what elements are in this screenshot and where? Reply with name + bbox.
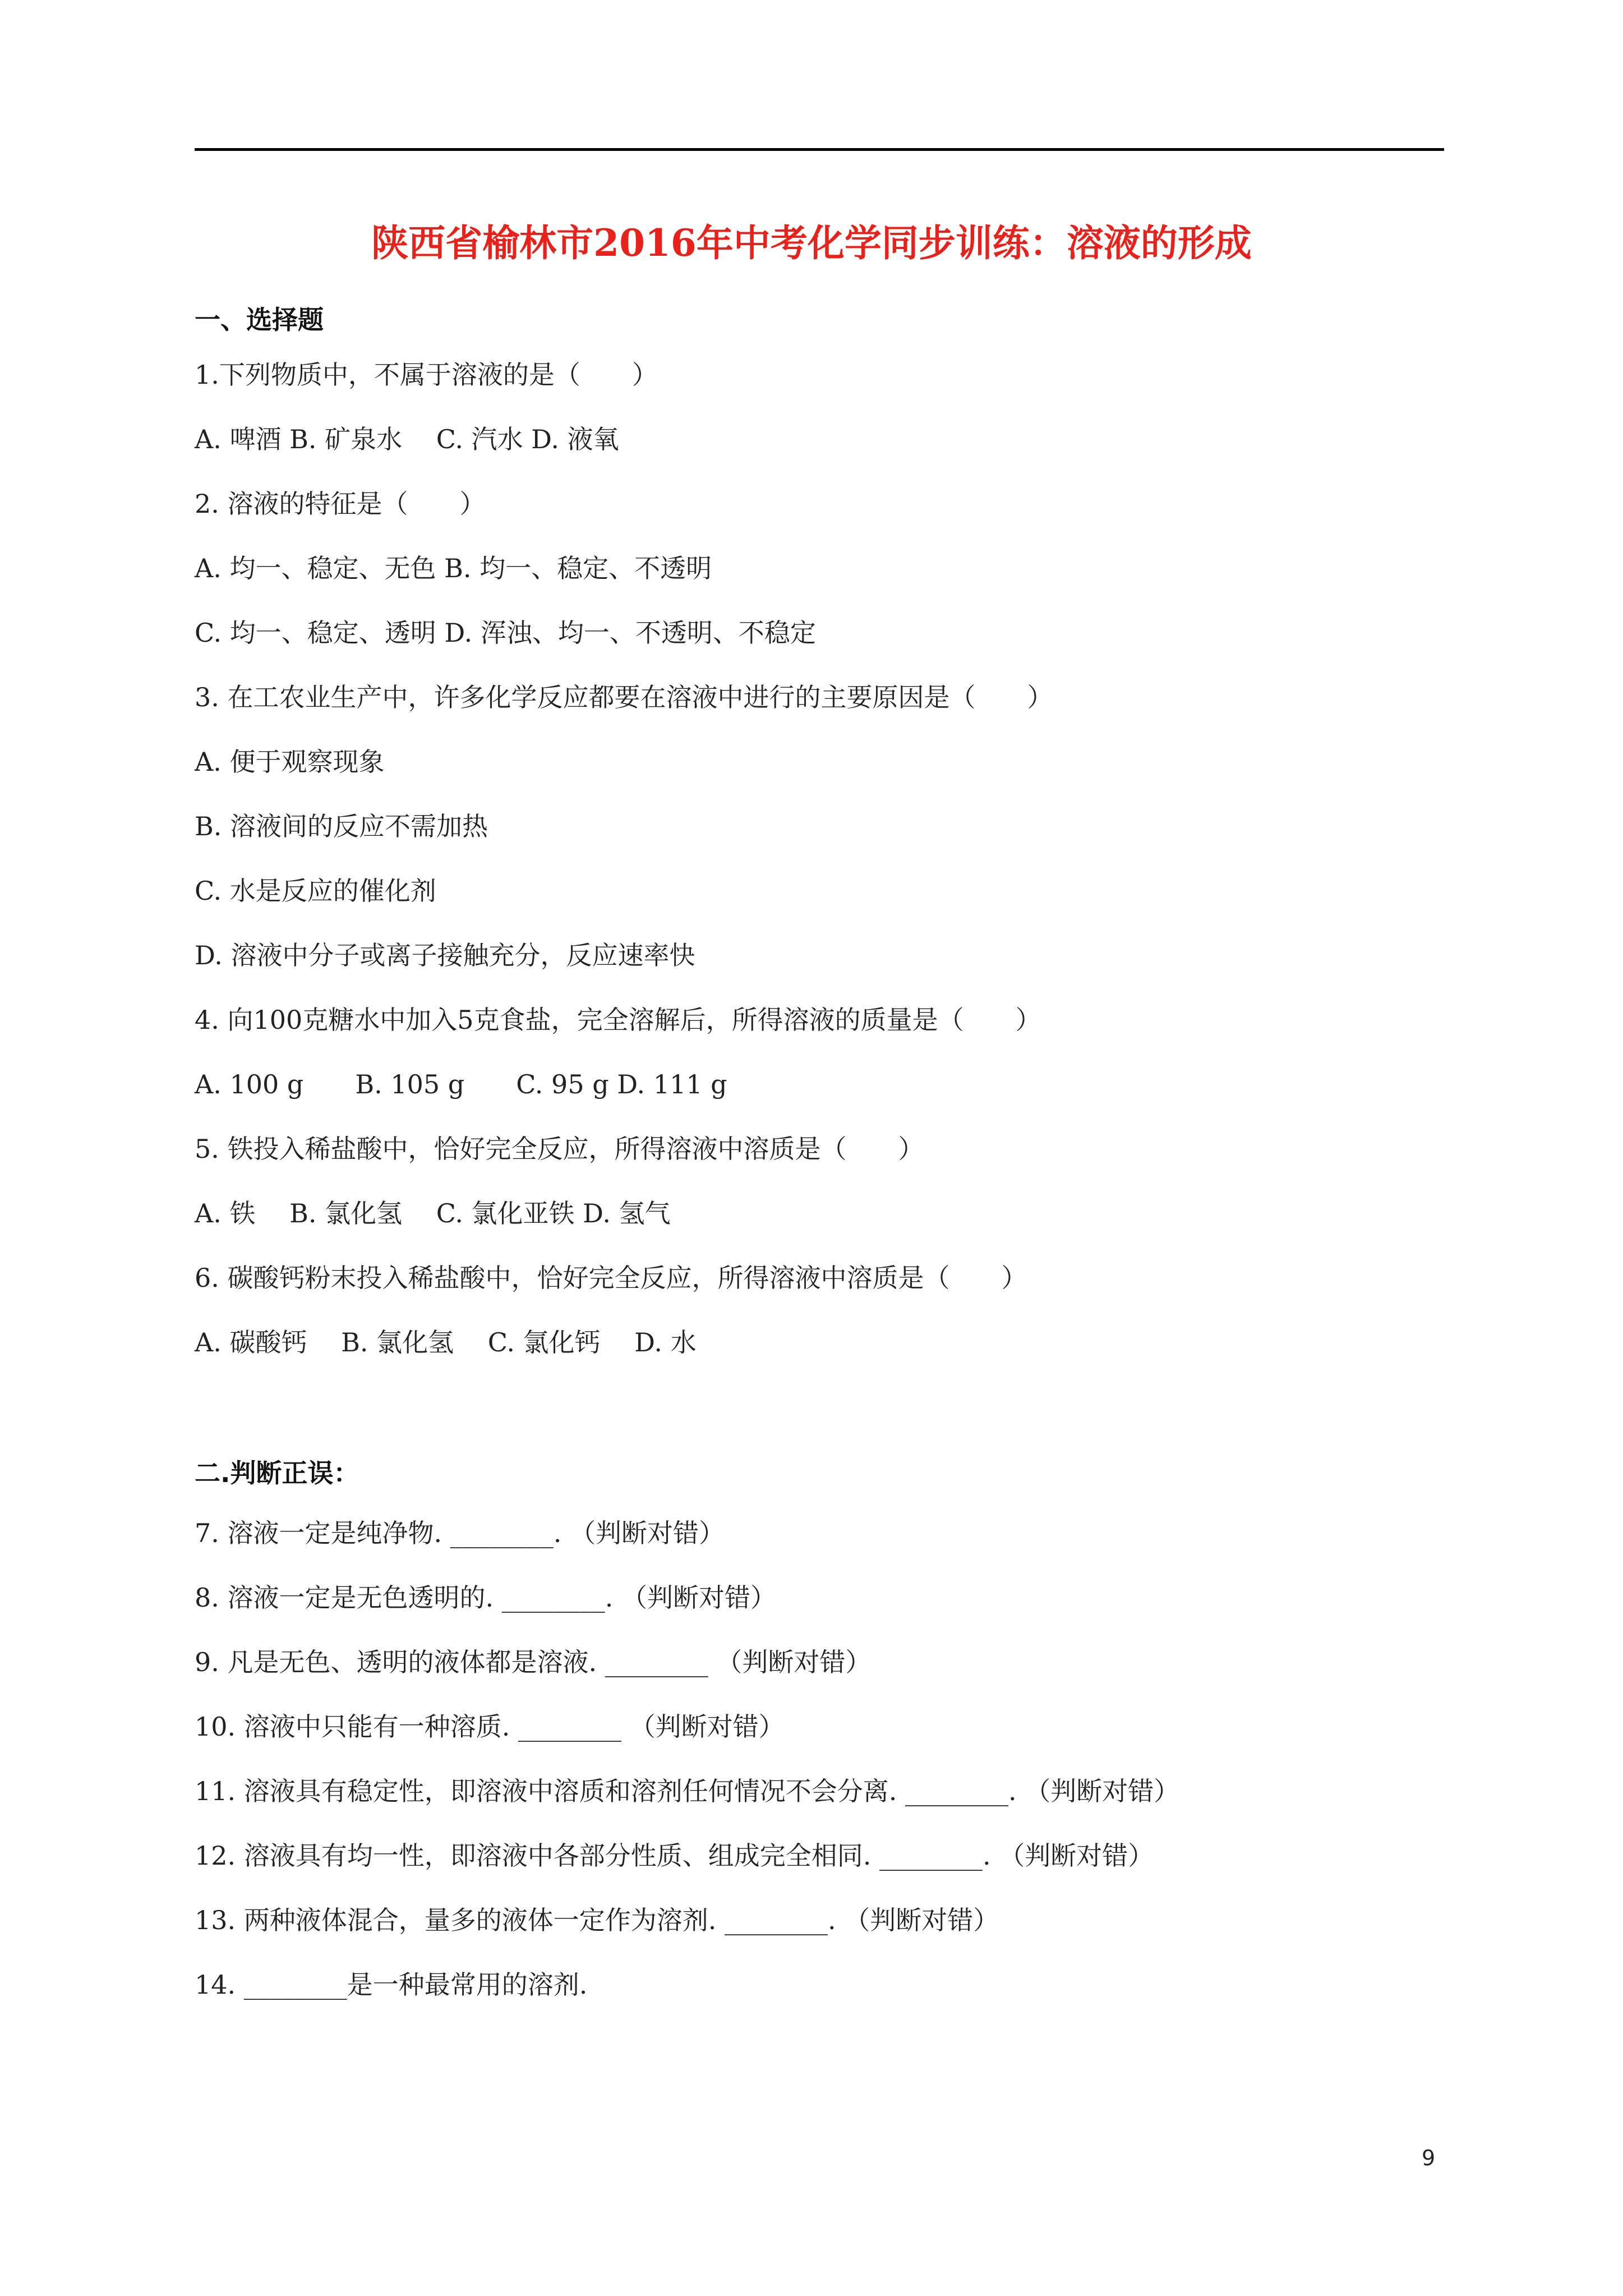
question-6-options: A. 碳酸钙 B. 氯化氢 C. 氯化钙 D. 水	[195, 1327, 697, 1358]
question-2-stem: 2. 溶液的特征是（ ）	[195, 489, 486, 519]
question-2-options-cd: C. 均一、稳定、透明 D. 浑浊、均一、不透明、不稳定	[195, 618, 816, 648]
judge-question-13: 13. 两种液体混合，量多的液体一定作为溶剂. ________. （判断对错）	[195, 1905, 999, 1935]
question-3-option-c: C. 水是反应的催化剂	[195, 876, 436, 906]
question-1-stem: 1.下列物质中，不属于溶液的是（ ）	[195, 360, 658, 390]
judge-question-11: 11. 溶液具有稳定性，即溶液中溶质和溶剂任何情况不会分离. ________. （判断对错）	[195, 1776, 1180, 1806]
section-heading-judge: 二.判断正误：	[195, 1458, 359, 1488]
question-5-stem: 5. 铁投入稀盐酸中，恰好完全反应，所得溶液中溶质是（ ）	[195, 1134, 924, 1164]
question-4-options: A. 100 g B. 105 g C. 95 g D. 111 g	[195, 1069, 727, 1099]
question-3-stem: 3. 在工农业生产中，许多化学反应都要在溶液中进行的主要原因是（ ）	[195, 682, 1053, 712]
judge-question-10: 10. 溶液中只能有一种溶质. ________ （判断对错）	[195, 1711, 785, 1742]
document-title: 陕西省榆林市2016年中考化学同步训练：溶液的形成	[371, 221, 1252, 265]
question-4-stem: 4. 向100克糖水中加入5克食盐，完全溶解后，所得溶液的质量是（ ）	[195, 1005, 1041, 1035]
question-3-option-a: A. 便于观察现象	[195, 747, 385, 777]
header-rule	[195, 148, 1444, 151]
question-1-options: A. 啤酒 B. 矿泉水 C. 汽水 D. 液氧	[195, 424, 619, 454]
question-3-option-b: B. 溶液间的反应不需加热	[195, 811, 488, 841]
page-number: 9	[1422, 2146, 1436, 2170]
judge-question-14: 14. ________是一种最常用的溶剂.	[195, 1970, 588, 2000]
question-3-option-d: D. 溶液中分子或离子接触充分，反应速率快	[195, 940, 695, 970]
question-2-options-ab: A. 均一、稳定、无色 B. 均一、稳定、不透明	[195, 553, 712, 583]
question-5-options: A. 铁 B. 氯化氢 C. 氯化亚铁 D. 氢气	[195, 1198, 671, 1228]
judge-question-9: 9. 凡是无色、透明的液体都是溶液. ________ （判断对错）	[195, 1647, 872, 1677]
section-heading-choice: 一、选择题	[195, 305, 324, 335]
question-6-stem: 6. 碳酸钙粉末投入稀盐酸中，恰好完全反应，所得溶液中溶质是（ ）	[195, 1263, 1027, 1293]
judge-question-12: 12. 溶液具有均一性，即溶液中各部分性质、组成完全相同. ________. （判断对错）	[195, 1841, 1154, 1871]
judge-question-8: 8. 溶液一定是无色透明的. ________. （判断对错）	[195, 1582, 776, 1613]
judge-question-7: 7. 溶液一定是纯净物. ________. （判断对错）	[195, 1518, 725, 1548]
